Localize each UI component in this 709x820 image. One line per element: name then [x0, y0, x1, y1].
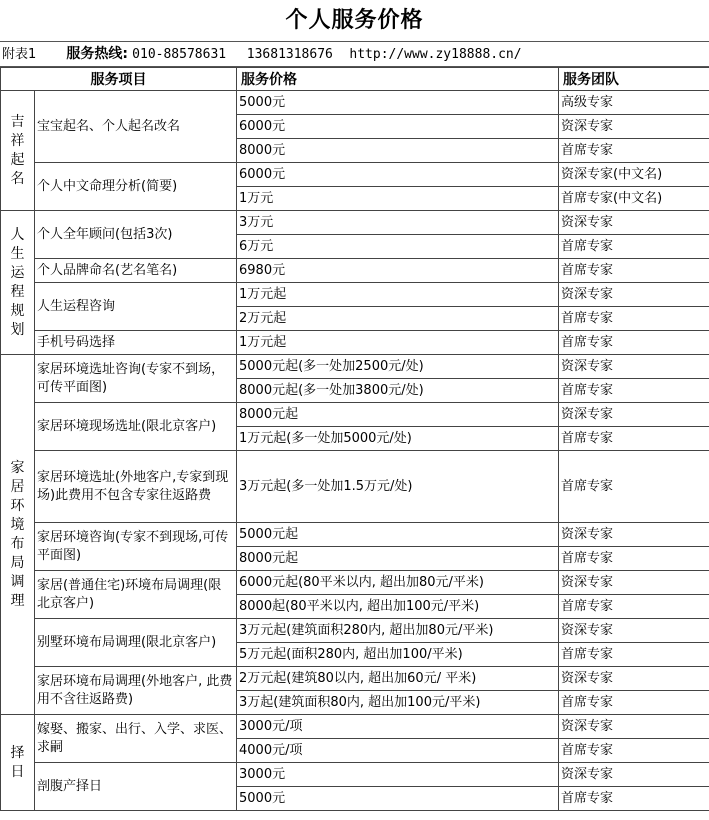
table-row: [1, 331, 709, 355]
table-row: [1, 211, 709, 235]
team-cell: 首席专家(中文名): [559, 187, 709, 211]
team-cell: 首席专家: [559, 307, 709, 331]
table-row: [1, 763, 709, 787]
price-cell: 8000元: [237, 139, 559, 163]
team-cell: 首席专家: [559, 643, 709, 667]
header-item: 服务项目: [1, 68, 237, 91]
table-row: [1, 283, 709, 307]
service-item: 宝宝起名、个人起名改名: [35, 91, 237, 163]
price-table: [0, 67, 709, 811]
team-cell: 资深专家: [559, 667, 709, 691]
service-item: 个人全年顾问(包括3次): [35, 211, 237, 259]
table-row: [1, 403, 709, 427]
team-cell: 资深专家: [559, 619, 709, 643]
service-item: 家居(普通住宅)环境布局调理(限北京客户): [35, 571, 237, 619]
team-cell: 资深专家: [559, 571, 709, 595]
price-cell: 3万元起(建筑面积280内, 超出加80元/平米): [237, 619, 559, 643]
table-row: [1, 91, 709, 115]
team-cell: 首席专家: [559, 739, 709, 763]
service-item: 家居环境咨询(专家不到现场,可传平面图): [35, 523, 237, 571]
service-item: 嫁娶、搬家、出行、入学、求医、求嗣: [35, 715, 237, 763]
team-cell: 首席专家: [559, 595, 709, 619]
team-cell: 高级专家: [559, 91, 709, 115]
table-row: [1, 259, 709, 283]
price-cell: 1万元起: [237, 283, 559, 307]
price-cell: 3万起(建筑面积80内, 超出加100元/平米): [237, 691, 559, 715]
price-cell: 5000元: [237, 91, 559, 115]
service-item: 手机号码选择: [35, 331, 237, 355]
service-item: 个人品牌命名(艺名笔名): [35, 259, 237, 283]
page-title: 个人服务价格: [0, 0, 709, 42]
price-cell: 8000元起(多一处加3800元/处): [237, 379, 559, 403]
team-cell: 首席专家: [559, 547, 709, 571]
team-cell: 资深专家: [559, 355, 709, 379]
service-item: 人生运程咨询: [35, 283, 237, 331]
header-team: 服务团队: [559, 68, 709, 91]
price-cell: 6万元: [237, 235, 559, 259]
team-cell: 首席专家: [559, 139, 709, 163]
team-cell: 资深专家: [559, 403, 709, 427]
price-cell: 3万元: [237, 211, 559, 235]
price-cell: 8000起(80平米以内, 超出加100元/平米): [237, 595, 559, 619]
team-cell: 资深专家: [559, 211, 709, 235]
table-row: [1, 571, 709, 595]
table-row: [1, 715, 709, 739]
price-cell: 4000元/项: [237, 739, 559, 763]
table-row: [1, 523, 709, 547]
price-cell: 3000元: [237, 763, 559, 787]
table-row: [1, 619, 709, 643]
category-life: 人生运程规划: [1, 211, 35, 355]
price-cell: 3万元起(多一处加1.5万元/处): [237, 451, 559, 523]
category-home: 家居环境布局调理: [1, 355, 35, 715]
price-cell: 1万元起(多一处加5000元/处): [237, 427, 559, 451]
service-item: 剖腹产择日: [35, 763, 237, 811]
service-item: 家居环境布局调理(外地客户, 此费用不含往返路费): [35, 667, 237, 715]
price-cell: 1万元: [237, 187, 559, 211]
website-link[interactable]: http://www.zy18888.cn/: [349, 47, 522, 62]
team-cell: 资深专家: [559, 523, 709, 547]
team-cell: 首席专家: [559, 331, 709, 355]
price-cell: 5万元起(面积280内, 超出加100/平米): [237, 643, 559, 667]
price-cell: 8000元起: [237, 547, 559, 571]
table-row: [1, 355, 709, 379]
category-naming: 吉祥起名: [1, 91, 35, 211]
appendix-label: 附表1: [2, 47, 37, 62]
team-cell: 资深专家: [559, 115, 709, 139]
price-cell: 5000元起: [237, 523, 559, 547]
price-cell: 6980元: [237, 259, 559, 283]
price-cell: 6000元起(80平米以内, 超出加80元/平米): [237, 571, 559, 595]
price-cell: 5000元: [237, 787, 559, 811]
price-cell: 1万元起: [237, 331, 559, 355]
category-date: 择日: [1, 715, 35, 811]
table-row: [1, 451, 709, 523]
price-cell: 3000元/项: [237, 715, 559, 739]
service-item: 家居环境选址(外地客户,专家到现场)此费用不包含专家往返路费: [35, 451, 237, 523]
team-cell: 首席专家: [559, 259, 709, 283]
header-row: [1, 68, 709, 91]
price-cell: 5000元起(多一处加2500元/处): [237, 355, 559, 379]
team-cell: 首席专家: [559, 235, 709, 259]
team-cell: 资深专家: [559, 715, 709, 739]
team-cell: 资深专家: [559, 283, 709, 307]
price-cell: 6000元: [237, 163, 559, 187]
price-cell: 6000元: [237, 115, 559, 139]
hotline-label: 服务热线:: [66, 46, 129, 62]
team-cell: 资深专家(中文名): [559, 163, 709, 187]
service-item: 个人中文命理分析(简要): [35, 163, 237, 211]
table-row: [1, 163, 709, 187]
service-item: 别墅环境布局调理(限北京客户): [35, 619, 237, 667]
service-item: 家居环境选址咨询(专家不到场，可传平面图): [35, 355, 237, 403]
team-cell: 首席专家: [559, 787, 709, 811]
info-bar: [0, 42, 709, 67]
team-cell: 首席专家: [559, 451, 709, 523]
price-cell: 8000元起: [237, 403, 559, 427]
header-price: 服务价格: [237, 68, 559, 91]
team-cell: 资深专家: [559, 763, 709, 787]
team-cell: 首席专家: [559, 691, 709, 715]
price-cell: 2万元起: [237, 307, 559, 331]
hotline-phone-1: 010-88578631: [132, 47, 227, 62]
table-row: [1, 667, 709, 691]
service-item: 家居环境现场选址(限北京客户): [35, 403, 237, 451]
team-cell: 首席专家: [559, 379, 709, 403]
price-cell: 2万元起(建筑80以内, 超出加60元/ 平米): [237, 667, 559, 691]
team-cell: 首席专家: [559, 427, 709, 451]
hotline-phone-2: 13681318676: [246, 47, 333, 62]
